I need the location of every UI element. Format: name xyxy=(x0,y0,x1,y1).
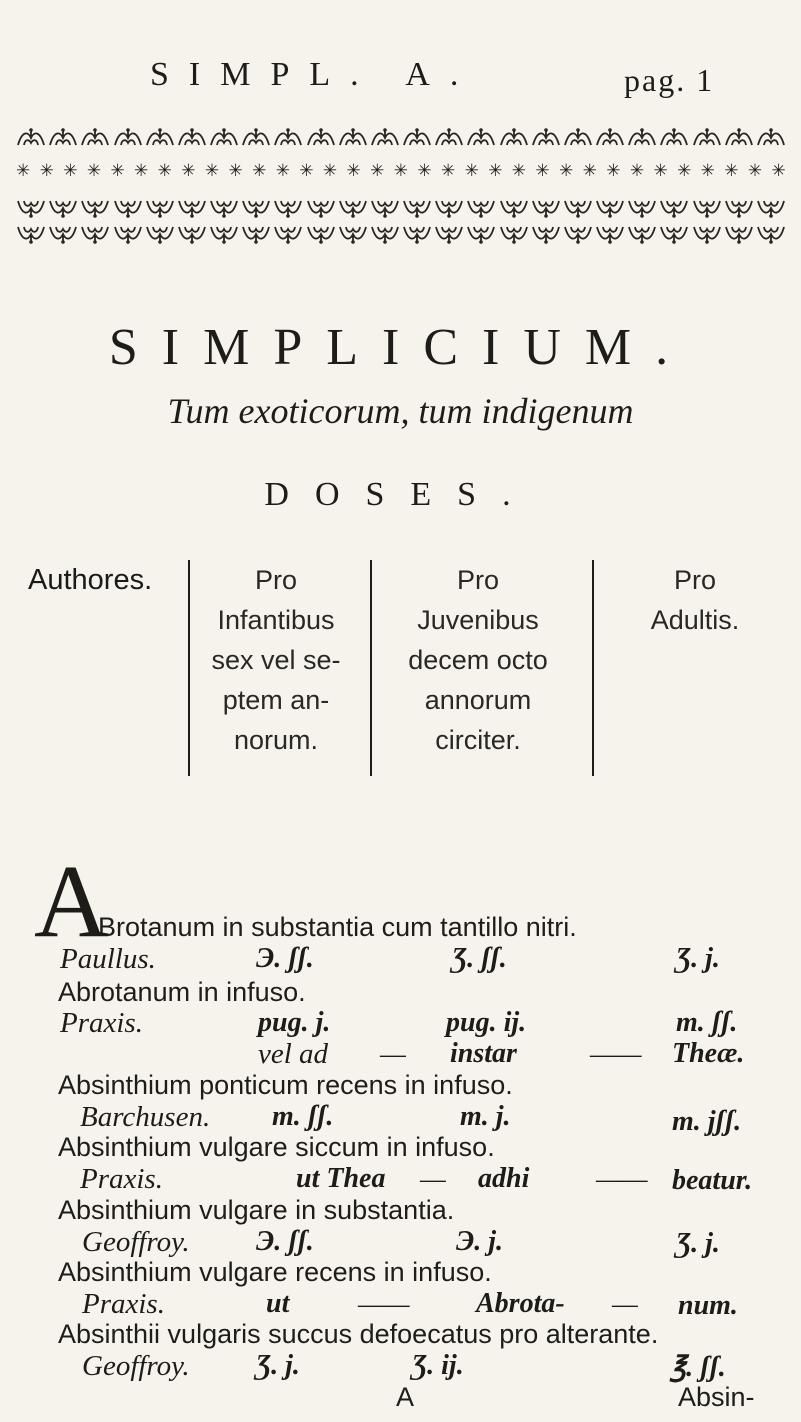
star-ornament: ✳ xyxy=(440,161,456,180)
fleuron-ornament xyxy=(531,223,561,245)
fleuron-ornament xyxy=(48,197,78,219)
dose-text: num. xyxy=(678,1290,738,1321)
signature-mark: A xyxy=(396,1382,415,1412)
dash: — xyxy=(420,1163,446,1195)
star-ornament: ✳ xyxy=(275,161,290,180)
page-number: pag. 1 xyxy=(624,62,715,98)
fleuron-ornament xyxy=(466,127,496,149)
fleuron-ornament xyxy=(241,197,271,219)
ornament-band-bottom-2 xyxy=(16,222,786,246)
column-youths-line: Juvenibus xyxy=(417,605,539,635)
running-title: SIMPL. A. xyxy=(150,56,479,93)
dose-adults: Ʒ. j. xyxy=(676,1228,720,1259)
fleuron-ornament xyxy=(692,197,722,219)
fleuron-ornament xyxy=(80,197,110,219)
ornament-stars-row xyxy=(16,161,786,181)
column-authors: Authores. xyxy=(28,564,153,596)
star-ornament: ✳ xyxy=(653,161,668,180)
fleuron-ornament xyxy=(306,127,336,149)
fleuron-ornament xyxy=(338,223,368,245)
fleuron-ornament xyxy=(209,127,239,149)
dose-youths: Ʒ. ʃʃ. xyxy=(452,943,507,974)
fleuron-ornament xyxy=(659,197,689,219)
fleuron-ornament xyxy=(338,197,368,219)
author-name: Praxis. xyxy=(80,1163,163,1195)
fleuron-ornament xyxy=(370,223,400,245)
fleuron-ornament xyxy=(627,223,657,245)
column-rule xyxy=(592,560,594,776)
fleuron-ornament xyxy=(145,197,175,219)
star-ornament: ✳ xyxy=(488,161,503,180)
dose-adults: Ʒ. j. xyxy=(676,943,720,974)
dose-youths: Э. j. xyxy=(456,1226,504,1257)
fleuron-ornament xyxy=(80,127,110,149)
fleuron-ornament xyxy=(434,197,464,219)
fleuron-ornament xyxy=(563,127,593,149)
fleuron-ornament xyxy=(724,197,754,219)
fleuron-ornament xyxy=(692,223,722,245)
fleuron-ornament xyxy=(627,197,657,219)
author-name: Praxis. xyxy=(82,1288,165,1320)
fleuron-ornament xyxy=(627,127,657,149)
fleuron-ornament xyxy=(756,197,786,219)
fleuron-ornament xyxy=(16,223,46,245)
fleuron-ornament xyxy=(724,223,754,245)
fleuron-ornament xyxy=(434,127,464,149)
ornament-band-top xyxy=(16,126,786,150)
column-youths xyxy=(378,560,578,760)
fleuron-ornament xyxy=(145,223,175,245)
fleuron-ornament xyxy=(692,127,722,149)
page-subtitle: Tum exoticorum, tum indigenum xyxy=(167,391,634,431)
dash: —— xyxy=(358,1288,410,1320)
fleuron-ornament xyxy=(145,127,175,149)
star-ornament: ✳ xyxy=(252,161,267,180)
fleuron-ornament xyxy=(241,127,271,149)
star-ornament: ✳ xyxy=(181,161,196,180)
column-rule xyxy=(188,560,190,776)
star-ornament: ✳ xyxy=(370,161,385,180)
fleuron-ornament xyxy=(370,197,400,219)
star-ornament: ✳ xyxy=(157,161,172,180)
fleuron-ornament xyxy=(595,127,625,149)
star-ornament: ✳ xyxy=(771,161,786,180)
fleuron-ornament xyxy=(241,223,271,245)
dose-text: adhi xyxy=(478,1163,530,1194)
fleuron-ornament xyxy=(499,223,529,245)
fleuron-ornament xyxy=(177,127,207,149)
star-ornament: ✳ xyxy=(393,161,408,180)
page-title: SIMPLICIUM. xyxy=(108,319,693,376)
dose-text: Abrota- xyxy=(476,1288,565,1319)
fleuron-ornament xyxy=(177,223,207,245)
fleuron-ornament xyxy=(113,223,143,245)
drop-cap: A xyxy=(34,844,110,959)
dose-infants: Э. ʃʃ. xyxy=(256,943,314,974)
column-youths-line: decem octo xyxy=(408,645,548,675)
star-ornament: ✳ xyxy=(346,161,361,180)
star-ornament: ✳ xyxy=(110,161,125,180)
column-youths-line: annorum xyxy=(424,685,532,715)
column-adults xyxy=(610,560,780,640)
fleuron-ornament xyxy=(273,223,303,245)
star-ornament: ✳ xyxy=(511,161,527,180)
author-name: Geoffroy. xyxy=(82,1226,190,1258)
fleuron-ornament xyxy=(16,197,46,219)
author-name: Barchusen. xyxy=(80,1101,211,1133)
fleuron-ornament xyxy=(80,223,110,245)
author-name: Praxis. xyxy=(60,1007,143,1039)
fleuron-ornament xyxy=(402,127,432,149)
fleuron-ornament xyxy=(756,223,786,245)
column-infants-line: norum. xyxy=(233,725,319,755)
entry-text: Absinthium ponticum recens in infuso. xyxy=(58,1070,513,1100)
ornament-band-bottom xyxy=(16,196,786,220)
star-ornament: ✳ xyxy=(16,161,31,180)
star-ornament: ✳ xyxy=(677,161,692,180)
entry-text: Absinthium vulgare recens in infuso. xyxy=(58,1257,492,1287)
star-ornament: ✳ xyxy=(464,161,479,180)
star-ornament: ✳ xyxy=(747,161,763,180)
fleuron-ornament xyxy=(113,197,143,219)
fleuron-ornament xyxy=(273,197,303,219)
column-youths-line: Pro xyxy=(456,565,500,595)
star-ornament: ✳ xyxy=(582,161,597,180)
star-ornament: ✳ xyxy=(63,161,78,180)
fleuron-ornament xyxy=(531,127,561,149)
star-ornament: ✳ xyxy=(39,161,54,180)
column-infants-line: ptem an- xyxy=(222,685,330,715)
star-ornament: ✳ xyxy=(724,161,739,180)
star-ornament: ✳ xyxy=(322,161,338,180)
column-adults-line: Adultis. xyxy=(650,605,740,635)
column-infants-line: Infantibus xyxy=(217,605,335,635)
star-ornament: ✳ xyxy=(606,161,621,180)
star-ornament: ✳ xyxy=(559,161,574,180)
fleuron-ornament xyxy=(724,127,754,149)
star-ornament: ✳ xyxy=(700,161,715,180)
dose-infants: pug. j. xyxy=(258,1007,331,1038)
dose-youths: pug. ij. xyxy=(446,1007,527,1038)
star-ornament: ✳ xyxy=(417,161,432,180)
fleuron-ornament xyxy=(531,197,561,219)
dash: — xyxy=(612,1288,638,1320)
dose-text: vel ad xyxy=(258,1038,329,1070)
fleuron-ornament xyxy=(209,197,239,219)
star-ornament: ✳ xyxy=(134,161,149,180)
entry-text: Absinthii vulgaris succus defoecatus pro alterante. xyxy=(58,1319,659,1349)
fleuron-ornament xyxy=(338,127,368,149)
star-ornament: ✳ xyxy=(228,161,243,180)
star-ornament: ✳ xyxy=(204,161,220,180)
dose-infants: Э. ʃʃ. xyxy=(256,1226,314,1257)
dose-infants: Ʒ. j. xyxy=(256,1350,300,1381)
dose-adults: ℥. ʃʃ. xyxy=(670,1352,726,1383)
fleuron-ornament xyxy=(48,223,78,245)
fleuron-ornament xyxy=(402,223,432,245)
fleuron-ornament xyxy=(209,223,239,245)
dose-adults: m. jʃʃ. xyxy=(672,1106,742,1137)
fleuron-ornament xyxy=(756,127,786,149)
entry-text: Abrotanum in infuso. xyxy=(58,977,306,1007)
dose-text: ut xyxy=(266,1288,290,1319)
fleuron-ornament xyxy=(499,197,529,219)
star-ornament: ✳ xyxy=(86,161,102,180)
column-youths-line: circiter. xyxy=(435,725,521,755)
dose-youths: m. j. xyxy=(460,1101,511,1132)
column-infants-line: sex vel se- xyxy=(211,645,341,675)
star-ornament: ✳ xyxy=(535,161,550,180)
fleuron-ornament xyxy=(659,127,689,149)
dose-text: instar xyxy=(450,1038,517,1069)
column-rule xyxy=(370,560,372,776)
fleuron-ornament xyxy=(177,197,207,219)
author-name: Paullus. xyxy=(60,943,156,975)
star-ornament: ✳ xyxy=(299,161,314,180)
column-infants xyxy=(196,560,356,760)
fleuron-ornament xyxy=(402,197,432,219)
dose-text: beatur. xyxy=(672,1165,753,1196)
fleuron-ornament xyxy=(16,127,46,149)
column-infants-line: Pro xyxy=(254,565,298,595)
fleuron-ornament xyxy=(434,223,464,245)
fleuron-ornament xyxy=(273,127,303,149)
dose-infants: m. ʃʃ. xyxy=(272,1101,334,1132)
entry-text: Absinthium vulgare in substantia. xyxy=(58,1195,455,1225)
fleuron-ornament xyxy=(113,127,143,149)
dose-youths: Ʒ. ij. xyxy=(412,1350,464,1381)
fleuron-ornament xyxy=(48,127,78,149)
dose-text: Theæ. xyxy=(672,1038,745,1069)
fleuron-ornament xyxy=(370,127,400,149)
fleuron-ornament xyxy=(563,197,593,219)
star-ornament: ✳ xyxy=(629,161,645,180)
fleuron-ornament xyxy=(595,223,625,245)
doses-heading: DOSES. xyxy=(264,476,537,513)
dose-adults: m. ʃʃ. xyxy=(676,1007,738,1038)
fleuron-ornament xyxy=(466,197,496,219)
fleuron-ornament xyxy=(306,197,336,219)
dash: — xyxy=(380,1038,406,1070)
author-name: Geoffroy. xyxy=(82,1350,190,1382)
fleuron-ornament xyxy=(306,223,336,245)
column-adults-line: Pro xyxy=(673,565,717,595)
fleuron-ornament xyxy=(659,223,689,245)
entry-text: Brotanum in substantia cum tantillo nitri. xyxy=(98,912,577,942)
fleuron-ornament xyxy=(595,197,625,219)
dash: —— xyxy=(590,1038,642,1070)
dose-text: ut Thea xyxy=(296,1163,386,1194)
fleuron-ornament xyxy=(499,127,529,149)
dash: —— xyxy=(596,1163,648,1195)
fleuron-ornament xyxy=(466,223,496,245)
catchword: Absin- xyxy=(678,1382,755,1412)
entry-text: Absinthium vulgare siccum in infuso. xyxy=(58,1132,495,1162)
fleuron-ornament xyxy=(563,223,593,245)
